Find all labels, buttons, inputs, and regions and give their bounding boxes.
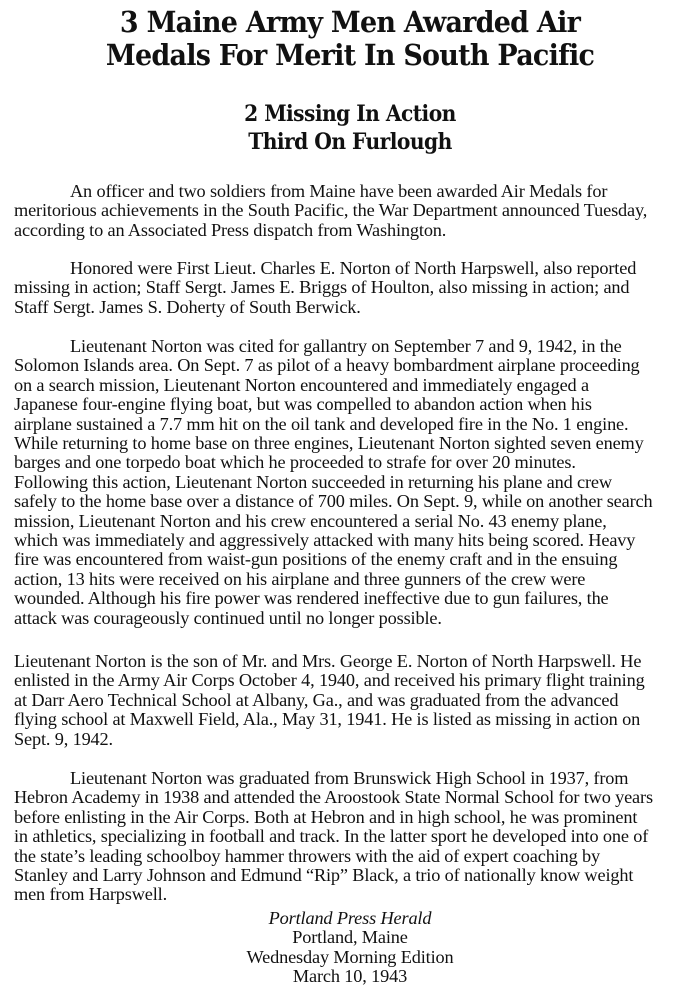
text-line: Solomon Islands area. On Sept. 7 as pilot of a heavy bombardment airplane proceeding <box>14 355 640 376</box>
text-line: at Darr Aero Technical School at Albany, Ga., and was graduated from the advanced <box>14 689 619 710</box>
text-line: attack was courageously continued until no longer possible. <box>14 607 442 628</box>
text-line: before enlisting in the Air Corps. Both at Hebron and in high school, he was prominent <box>14 806 638 827</box>
text-line: Japanese four-engine flying boat, but was compelled to abandon action when his <box>14 394 592 415</box>
paragraph-biography <box>14 652 700 749</box>
text-line: which was immediately and aggressively attacked with many hits being scored. Heavy <box>14 530 636 551</box>
text-line: airplane sustained a 7.7 mm hit on the oil tank and developed fire in the No. 1 engine. <box>14 413 629 434</box>
text-line: on a search mission, Lieutenant Norton encountered and immediately engaged a <box>14 374 589 395</box>
paragraph-citation <box>14 337 700 628</box>
text-line: men from Harpswell. <box>14 884 168 905</box>
text-line: Staff Sergt. James S. Doherty of South Berwick. <box>14 296 361 317</box>
text-line: flying school at Maxwell Field, Ala., May 31, 1941. He is listed as missing in action on <box>14 709 641 730</box>
paragraph-education <box>14 769 700 905</box>
text-line: wounded. Although his fire power was rendered ineffective due to gun failures, the <box>14 588 609 609</box>
paragraph-intro <box>14 182 700 240</box>
text-line: meritorious achievements in the South Pacific, the War Department announced Tuesday, <box>14 200 648 221</box>
text-line: in athletics, specializing in football and track. In the latter sport he developed into one of <box>14 826 649 847</box>
text-line: Hebron Academy in 1938 and attended the Aroostook State Normal School for two years <box>14 787 653 808</box>
source-attribution <box>0 909 700 987</box>
publication-date: March 10, 1943 <box>292 966 408 987</box>
text-line: While returning to home base on three engines, Lieutenant Norton sighted seven enemy <box>14 433 644 454</box>
headline-line: Medals For Merit In South Pacific <box>105 38 595 72</box>
publication-name: Portland Press Herald <box>268 908 432 928</box>
text-line: Stanley and Larry Johnson and Edmund “Rip” Black, a trio of nationally know weight <box>14 865 634 886</box>
publication-edition: Wednesday Morning Edition <box>246 946 454 967</box>
text-line: fire was encountered from waist-gun positions of the enemy craft and in the ensuing <box>14 549 618 570</box>
text-line: barges and one torpedo boat which he proceeded to strafe for over 20 minutes. <box>14 452 576 473</box>
publication-location: Portland, Maine <box>292 927 408 948</box>
headline <box>25 6 676 72</box>
text-line: Lieutenant Norton is the son of Mr. and Mrs. George E. Norton of North Harpswell. He <box>14 651 642 671</box>
paragraph-honored <box>14 259 700 317</box>
text-line: mission, Lieutenant Norton and his crew encountered a serial No. 43 enemy plane, <box>14 510 607 531</box>
text-line: safely to the home base over a distance of 700 miles. On Sept. 9, while on another search <box>14 491 653 512</box>
text-line: the state’s leading schoolboy hammer throwers with the aid of expert coaching by <box>14 845 601 866</box>
headline-line: 3 Maine Army Men Awarded Air <box>119 5 581 39</box>
text-line: An officer and two soldiers from Maine have been awarded Air Medals for <box>70 181 608 201</box>
text-line: enlisted in the Army Air Corps October 4, 1940, and received his primary flight training <box>14 670 645 691</box>
text-line: Lieutenant Norton was graduated from Brunswick High School in 1937, from <box>70 768 629 788</box>
text-line: missing in action; Staff Sergt. James E. Briggs of Houlton, also missing in action; and <box>14 277 630 298</box>
subheadline-line: Third On Furlough <box>248 129 452 155</box>
text-line: Honored were First Lieut. Charles E. Norton of North Harpswell, also reported <box>70 258 637 278</box>
subheadline-line: 2 Missing In Action <box>244 101 456 127</box>
text-line: according to an Associated Press dispatch from Washington. <box>14 219 447 240</box>
text-line: Sept. 9, 1942. <box>14 728 113 749</box>
subheadline <box>28 100 672 156</box>
text-line: Lieutenant Norton was cited for gallantry on September 7 and 9, 1942, in the <box>70 336 622 356</box>
text-line: Following this action, Lieutenant Norton succeeded in returning his plane and crew <box>14 471 612 492</box>
text-line: action, 13 hits were received on his airplane and three gunners of the crew were <box>14 568 586 589</box>
